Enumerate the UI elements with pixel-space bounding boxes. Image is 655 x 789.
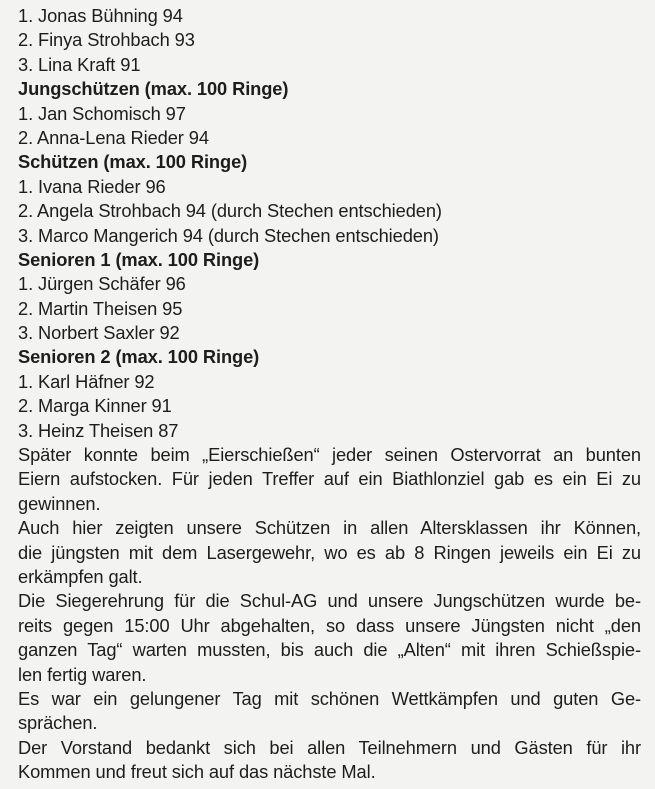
paragraph: [18, 443, 641, 516]
result-entry: 3. Lina Kraft 91: [18, 53, 141, 75]
result-entry: 1. Ivana Rieder 96: [18, 175, 166, 197]
cropped-heading-fragment: [228, 0, 368, 4]
body-text: [18, 443, 641, 784]
results-section: [18, 4, 641, 77]
paragraph-line: Der Vorstand bedankt sich bei allen Teilnehmern und Gästen für ihr: [18, 736, 641, 758]
paragraph-line: Eiern aufstocken. Für jeden Treffer auf ein Biathlonziel gab es ein Ei zu: [18, 468, 641, 490]
result-entry: 2. Anna-Lena Rieder 94: [18, 126, 209, 148]
result-entry: 2. Angela Strohbach 94 (durch Stechen entschieden): [18, 200, 442, 222]
result-entry: 3. Norbert Saxler 92: [18, 322, 180, 344]
result-entry: 1. Jonas Bühning 94: [18, 5, 183, 26]
paragraph-line: die jüngsten mit dem Lasergewehr, wo es ab 8 Ringen jeweils ein Ei zu: [18, 541, 641, 563]
result-entry: 1. Jan Schomisch 97: [18, 102, 186, 124]
results-section: [18, 345, 641, 443]
section-heading: Jungschützen (max. 100 Ringe): [18, 78, 289, 100]
paragraph-line: len fertig waren.: [18, 663, 147, 685]
result-entry: 1. Karl Häfner 92: [18, 370, 155, 392]
paragraph-line: Die Siegerehrung für die Schul-AG und unsere Jungschützen wurde be-: [18, 590, 641, 612]
paragraph: [18, 687, 641, 736]
result-entry: 2. Finya Strohbach 93: [18, 29, 195, 51]
result-entry: 1. Jürgen Schäfer 96: [18, 273, 186, 295]
paragraph: [18, 736, 641, 785]
results-section: [18, 150, 641, 248]
section-heading: Senioren 1 (max. 100 Ringe): [18, 248, 260, 270]
paragraph-line: Kommen und freut sich auf das nächste Mal.: [18, 761, 376, 783]
paragraph-line: reits gegen 15:00 Uhr abgehalten, so dass unsere Jüngsten nicht „den: [18, 614, 641, 636]
paragraph-line: Es war ein gelungener Tag mit schönen Wettkämpfen und guten Ge-: [18, 687, 641, 709]
paragraph-line: sprächen.: [18, 712, 98, 734]
paragraph: [18, 516, 641, 589]
paragraph-line: erkämpfen galt.: [18, 565, 143, 587]
paragraph-line: Später konnte beim „Eierschießen“ jeder seinen Ostervorrat an bunten: [18, 444, 641, 466]
section-heading: Senioren 2 (max. 100 Ringe): [18, 346, 260, 368]
paragraph-line: Auch hier zeigten unsere Schützen in allen Altersklassen ihr Können,: [18, 517, 641, 539]
section-heading: Schützen (max. 100 Ringe): [18, 151, 248, 173]
result-entry: 2. Marga Kinner 91: [18, 395, 172, 417]
result-entry: 2. Martin Theisen 95: [18, 297, 183, 319]
paragraph-line: ganzen Tag“ warten mussten, bis auch die „Alten“ mit ihren Schießspie-: [18, 639, 641, 661]
result-entry: 3. Heinz Theisen 87: [18, 419, 179, 441]
paragraph: [18, 589, 641, 687]
result-entry: 3. Marco Mangerich 94 (durch Stechen entschieden): [18, 224, 439, 246]
results-section: [18, 77, 641, 150]
results-list: [18, 4, 641, 443]
paragraph-line: gewinnen.: [18, 492, 101, 514]
results-section: [18, 248, 641, 346]
